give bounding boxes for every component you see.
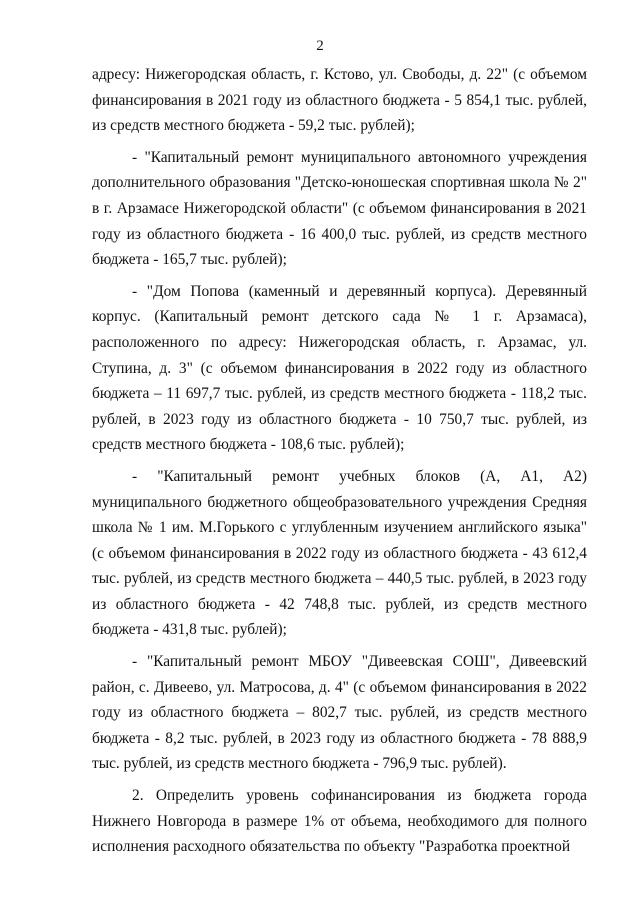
paragraph-item-2: 2. Определить уровень софинансирования из бюджета города Нижнего Новгорода в размере 1% от объема, необходимого для полного исполнения расходного обязательства по объекту "Разработка проектной xyxy=(92,787,587,856)
paragraph-list-item-diveevo-school: - "Капитальный ремонт МБОУ "Дивеевская СОШ", Дивеевский район, с. Дивеево, ул. Матросова, д. 4" (с объемом финансирования в 2022 году из областного бюджета – 802,7 тыс. рублей, из средств местного бюджета - 8,2 тыс. рублей, в 2023 году из областного бюджета - 78 888,9 тыс. рублей, из средств местного бюджета - 796,9 тыс. рублей). xyxy=(92,653,587,773)
paragraph-list-item-popov-house: - "Дом Попова (каменный и деревянный корпуса). Деревянный корпус. (Капитальный ремонт детского сада № 1 г. Арзамаса), расположенного по адресу: Нижегородская область, г. Арзамас, ул. Ступина, д. 3" (с объемом финансирования в 2022 году из областного бюджета – 11 697,7 тыс. рублей, из средств местного бюджета - 118,2 тыс. рублей, в 2023 году из областного бюджета - 10 750,7 тыс. рублей, из средств местного бюджета - 108,6 тыс. рублей); xyxy=(92,282,587,454)
paragraph-list-item-sports-school: - "Капитальный ремонт муниципального автономного учреждения дополнительного образования "Детско-юношеская спортивная школа № 2" в г. Арзамасе Нижегородской области" (с объемом финансирования в 2021 году из областного бюджета - 16 400,0 тыс. рублей, из средств местного бюджета - 165,7 тыс. рублей); xyxy=(92,148,587,269)
page-number: 2 xyxy=(316,38,324,54)
paragraph-continuation: адресу: Нижегородская область, г. Кстово, ул. Свободы, д. 22" (с объемом финансирования в 2021 году из областного бюджета - 5 854,1 тыс. рублей, из средств местного бюджета - 59,2 тыс. рублей); xyxy=(92,66,587,135)
paragraph-list-item-school-1: - "Капитальный ремонт учебных блоков (А, А1, А2) муниципального бюджетного общеобразовательного учреждения Средняя школа № 1 им. М.Горького с углубленным изучением английского языка" (с объемом финансирования в 2022 году из областного бюджета - 43 612,4 тыс. рублей, из средств местного бюджета – 440,5 тыс. рублей, в 2023 году из областного бюджета - 42 748,8 тыс. рублей, из средств местного бюджета - 431,8 тыс. рублей); xyxy=(92,467,587,639)
document-body xyxy=(92,62,587,860)
